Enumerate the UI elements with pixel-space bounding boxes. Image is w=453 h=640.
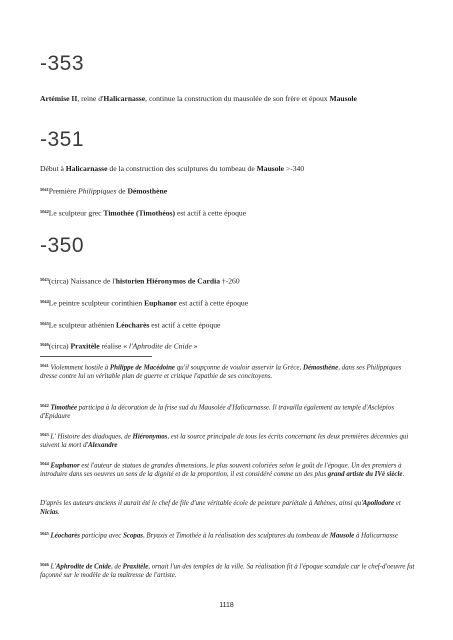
paragraph-5043: $^{5043}$(circa) Naissance de l'historien Hiéronymos de Cardia †-260	[40, 276, 240, 286]
footnote-5044-continued: D'après les auteurs anciens il aurait été le chef de file d'une véritable école de peinture pariétale à Athènes, ainsi qu'Apollodore et Nicias.	[40, 500, 401, 516]
paragraph-5041: $^{5041}$Première Philippiques de Démosthène	[40, 186, 168, 196]
paragraph-5044: $^{5044}$Le peintre sculpteur corinthien Euphanor est actif à cette époque	[40, 298, 249, 308]
year-heading-350: -350	[40, 234, 85, 257]
paragraph-351: Début à Halicarnasse de la construction des sculptures du tombeau de Mausole >-340	[40, 164, 305, 173]
footnote-5045: $^{5045}$ Léocharès participa avec Scopas, Bryaxis et Timothée à la réalisation des sculptures du tombeau de Mausole à Halicarnasse	[40, 531, 398, 540]
footnote-5044: $^{5044}$ Euphanor est l'auteur de statues de grandes dimensions, le plus souvent coloriées selon le goût de l'époque. Un des premiers à introduire dans ses oeuvres un sens de la dignité et de la proportion, il est considéré comme un des plus grand artiste du IVè siècle.	[40, 461, 405, 479]
year-heading-353: -353	[40, 52, 85, 75]
paragraph-5045: $^{5045}$Le sculpteur athénien Léocharès est actif à cette époque	[40, 320, 221, 330]
footnote-5043: $^{5043}$ L' Histoire des diadoques, de Hiéronymos, est la source principale de tous les écrits concernant les deux premières décennies qui suivent la mort d'Alexandre	[40, 432, 409, 450]
footnote-5041: $^{5041}$ Violemment hostile à Philippe de Macédoine qu'il soupçonne de vouloir asservir la Grèce, Démosthène, dans ses Philippiques dresse contre lui un véritable plan de guerre et critique l'apathie de ses concitoyens.	[40, 363, 402, 381]
footnote-5042: $^{5042}$ Timothée participa à la décoration de la frise sud du Mausolée d'Halicarnasse. Il travailla également au temple d'Asclépios d'Epidaure	[40, 403, 394, 421]
footnote-divider	[40, 356, 152, 357]
paragraph-353: Artémise II, reine d'Halicarnasse, continue la construction du mausolée de son frère et époux Mausole	[40, 94, 357, 103]
paragraph-5042: $^{5042}$Le sculpteur grec Timothée (Timothéos) est actif à cette époque	[40, 208, 247, 218]
footnote-5046: $^{5046}$ L'Aphrodite de Cnide, de Praxitèle, ornait l'un des temples de la ville. Sa réalisation fit à l'époque scandale car le chef-d'oeuvre fut façonné sur le modèle de la maîtresse de l'artiste.	[40, 562, 415, 580]
paragraph-5046: $^{5046}$(circa) Praxitèle réalise « l'Aphrodite de Cnide »	[40, 341, 198, 351]
page-number: 1118	[219, 602, 234, 609]
year-heading-351: -351	[40, 128, 85, 151]
